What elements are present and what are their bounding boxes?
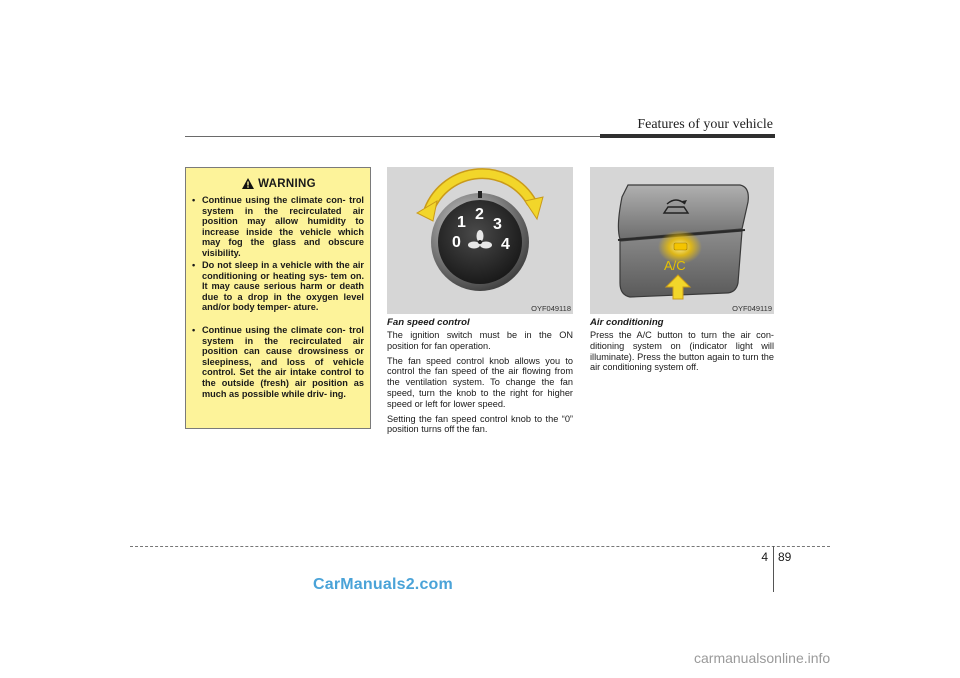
header-rule-accent	[600, 134, 775, 138]
ac-indicator-light	[674, 243, 687, 250]
bullet: •	[192, 260, 196, 270]
bullet: •	[192, 325, 196, 335]
fan-knob-illustration	[387, 167, 573, 314]
watermark-text[interactable]: carmanualsonline.info	[694, 650, 831, 666]
page-header-title: Features of your vehicle	[637, 117, 773, 132]
footer-rule	[130, 546, 830, 547]
paragraph: Setting the fan speed control knob to the “0” position turns off the fan.	[387, 413, 573, 435]
ac-button-illustration	[590, 167, 774, 314]
knob-number-2: 2	[475, 206, 484, 223]
warning-item-text: Do not sleep in a vehicle with the air conditioning or heating sys- tem on. It may cause serious harm or death due to a drop in the oxygen level and/or body temper- ature.	[202, 260, 364, 313]
knob-number-0: 0	[452, 234, 461, 251]
knob-number-1: 1	[457, 214, 466, 231]
warning-item-2	[192, 260, 364, 313]
knob-number-4: 4	[501, 236, 510, 253]
footer-divider	[773, 546, 774, 592]
paragraph: The fan speed control knob allows you to control the fan speed of the air flowing from the ventilation system. To change the fan speed, turn the knob to the right for higher speed or left for lower speed.	[387, 355, 573, 409]
paragraph: Press the A/C button to turn the air con- ditioning system on (indicator light will illuminate). Press the button again to turn the air conditioning system off.	[590, 330, 774, 373]
figure-code: OYF049119	[732, 304, 772, 313]
ac-button-label: A/C	[664, 258, 686, 273]
section-title: Fan speed control	[387, 317, 470, 328]
page-number: 89	[778, 550, 792, 564]
warning-item-text: Continue using the climate con- trol system in the recirculated air position may allow humidity to increase inside the vehicle which may fog the glass and obscure visibility.	[202, 195, 364, 258]
warning-item-3	[192, 325, 364, 399]
warning-heading-label: WARNING	[258, 178, 316, 190]
warning-item-1	[192, 195, 364, 259]
bullet: •	[192, 195, 196, 205]
air-conditioning-section	[590, 317, 774, 377]
paragraph: The ignition switch must be in the ON position for fan operation.	[387, 330, 573, 351]
knob-number-3: 3	[493, 216, 502, 233]
fan-speed-section	[387, 317, 573, 439]
fan-speed-knob-figure	[387, 167, 573, 314]
watermark-logo[interactable]: CarManuals2.com	[313, 576, 453, 593]
warning-heading	[186, 178, 372, 190]
section-title: Air conditioning	[590, 317, 664, 328]
chapter-number: 4	[761, 550, 768, 564]
warning-triangle-icon	[242, 178, 254, 189]
warning-box	[185, 167, 371, 429]
ac-button-figure	[590, 167, 774, 314]
figure-code: OYF049118	[531, 304, 571, 313]
warning-item-text: Continue using the climate con- trol system in the recirculated air position can cause drowsiness or sleepiness, and loss of vehicle control. Set the air intake control to the outside (fresh) air position as much as possible while driv- ing.	[202, 325, 364, 399]
